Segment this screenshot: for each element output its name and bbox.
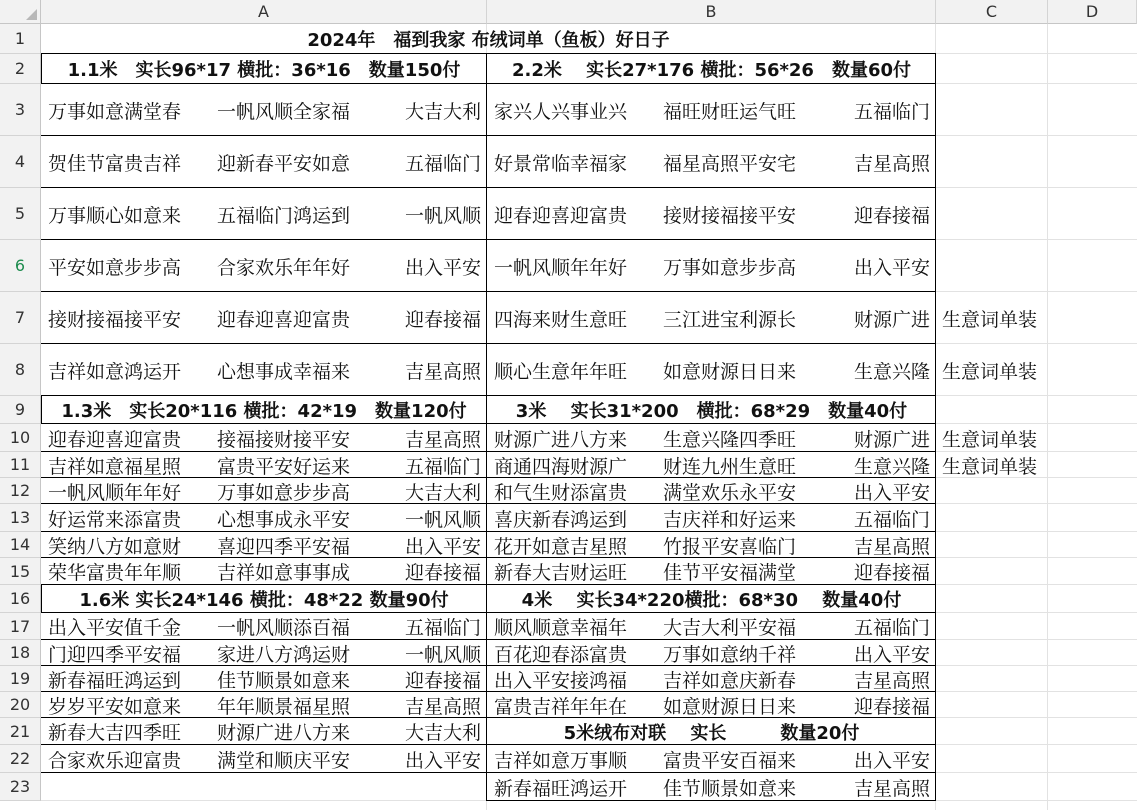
row-header-4[interactable]: 4 — [0, 136, 41, 188]
couplet-banner: 迎春接福 — [404, 562, 481, 584]
b_rows-cell-r23[interactable] — [487, 773, 936, 801]
a_rows-cell-r14[interactable] — [41, 532, 487, 558]
couplet-banner: 出入平安 — [853, 256, 930, 279]
b_rows-cell-r22[interactable] — [487, 745, 936, 773]
couplet-line-2: 家进八方鸿运财 — [217, 643, 351, 666]
couplet-banner: 吉星高照 — [404, 360, 481, 383]
row-header-11[interactable]: 11 — [0, 452, 41, 478]
couplet-line-1: 好运常来添富贵 — [48, 508, 182, 531]
a_rows-cell-r13[interactable] — [41, 504, 487, 532]
couplet-line-2: 万事如意步步高 — [217, 481, 351, 504]
couplet-line-2: 接福接财接平安 — [217, 428, 351, 451]
couplet-line-1: 财源广进八方来 — [494, 428, 628, 451]
couplet-line-2: 喜迎四季平安福 — [217, 535, 351, 558]
couplet-line-2: 一帆风顺全家福 — [217, 100, 351, 123]
row-header-2[interactable]: 2 — [0, 54, 41, 84]
couplet-banner: 生意兴隆 — [853, 360, 930, 383]
section-header-s22[interactable] — [487, 54, 936, 84]
section-header-s5[interactable] — [487, 718, 936, 745]
row-header-22[interactable]: 22 — [0, 745, 41, 773]
couplet-line-2: 富贵平安好运来 — [217, 455, 351, 478]
section-header-s13[interactable] — [41, 396, 487, 424]
column-header-c[interactable]: C — [936, 0, 1048, 24]
couplet-banner: 五福临门 — [404, 617, 481, 639]
couplet-banner: 财源广进 — [853, 428, 930, 451]
couplet-banner: 吉星高照 — [853, 535, 930, 558]
couplet-line-1: 家兴人兴事业兴 — [494, 100, 628, 123]
a_rows-cell-r11[interactable] — [41, 452, 487, 478]
couplet-line-2: 一帆风顺添百福 — [217, 617, 351, 639]
couplet-line-2: 满堂和顺庆平安 — [217, 749, 351, 772]
couplet-banner: 五福临门 — [853, 617, 930, 639]
couplet-line-1: 商通四海财源广 — [494, 455, 628, 478]
b_rows-cell-r12[interactable] — [487, 478, 936, 504]
sheet-title: 2024年 福到我家 布绒词单（鱼板）好日子 — [307, 30, 670, 51]
couplet-banner: 吉星高照 — [853, 152, 930, 175]
couplet-line-2: 五福临门鸿运到 — [217, 204, 351, 227]
row-header-20[interactable]: 20 — [0, 692, 41, 718]
row-header-5[interactable]: 5 — [0, 188, 41, 240]
couplet-line-2: 合家欢乐年年好 — [217, 256, 351, 279]
note-text: 生意词单装 — [942, 428, 1038, 451]
couplet-line-1: 喜庆新春鸿运到 — [494, 508, 628, 531]
couplet-line-2: 年年顺景福星照 — [217, 695, 351, 718]
couplet-line-2: 满堂欢乐永平安 — [663, 481, 797, 504]
b_rows-cell-r17[interactable] — [487, 613, 936, 640]
couplet-line-1: 万事如意满堂春 — [48, 100, 182, 123]
couplet-line-1: 和气生财添富贵 — [494, 481, 628, 504]
couplet-line-1: 一帆风顺年年好 — [494, 256, 628, 279]
b_rows-cell-r4[interactable] — [487, 136, 936, 188]
b_rows-cell-r19[interactable] — [487, 666, 936, 692]
couplet-line-1: 出入平安接鸿福 — [494, 669, 628, 692]
couplet-line-1: 平安如意步步高 — [48, 256, 182, 279]
a_rows-cell-r21[interactable] — [41, 718, 487, 745]
couplet-line-2: 福星高照平安宅 — [663, 152, 797, 175]
couplet-line-1: 顺心生意年年旺 — [494, 360, 628, 383]
couplet-banner: 迎春接福 — [853, 204, 930, 227]
row-header-12[interactable]: 12 — [0, 478, 41, 504]
couplet-line-1: 荣华富贵年年顺 — [48, 562, 182, 584]
b_rows-cell-r3[interactable] — [487, 84, 936, 136]
couplet-banner: 大吉大利 — [404, 722, 481, 744]
column-header-d[interactable]: D — [1048, 0, 1137, 24]
couplet-line-2: 如意财源日日来 — [663, 695, 797, 718]
couplet-banner: 迎春接福 — [404, 669, 481, 692]
couplet-banner: 五福临门 — [853, 508, 930, 531]
couplet-line-1: 合家欢乐迎富贵 — [48, 749, 182, 772]
b_rows-cell-r10[interactable] — [487, 424, 936, 452]
a_rows-cell-r10[interactable] — [41, 424, 487, 452]
section-header-text: 5米绒布对联 实长 数量20付 — [563, 722, 860, 744]
couplet-line-2: 三江进宝利源长 — [663, 308, 797, 331]
couplet-line-1: 好景常临幸福家 — [494, 152, 628, 175]
note-cell-r11[interactable] — [936, 452, 1048, 478]
couplet-line-1: 花开如意吉星照 — [494, 535, 628, 558]
couplet-line-1: 出入平安值千金 — [48, 617, 182, 639]
couplet-banner: 大吉大利 — [404, 100, 481, 123]
couplet-banner: 五福临门 — [404, 455, 481, 478]
couplet-banner: 吉星高照 — [404, 428, 481, 451]
a_rows-cell-r18[interactable] — [41, 640, 487, 666]
section-header-text: 4米 实长34*220横批：68*30 数量40付 — [521, 590, 902, 611]
section-header-s11[interactable] — [41, 54, 487, 84]
a_rows-cell-r6[interactable] — [41, 240, 487, 292]
section-header-s16[interactable] — [41, 585, 487, 613]
note-cell-r8[interactable] — [936, 344, 1048, 396]
couplet-line-1: 四海来财生意旺 — [494, 308, 628, 331]
couplet-line-1: 吉祥如意福星照 — [48, 455, 182, 478]
couplet-line-1: 顺风顺意幸福年 — [494, 617, 628, 639]
couplet-line-1: 百花迎春添富贵 — [494, 643, 628, 666]
couplet-banner: 出入平安 — [853, 749, 930, 772]
section-header-text: 1.1米 实长96*17 横批：36*16 数量150付 — [67, 60, 461, 81]
couplet-banner: 吉星高照 — [404, 695, 481, 718]
couplet-line-2: 接财接福接平安 — [663, 204, 797, 227]
row-header-7[interactable]: 7 — [0, 292, 41, 344]
couplet-line-2: 迎新春平安如意 — [217, 152, 351, 175]
couplet-banner: 一帆风顺 — [404, 508, 481, 531]
couplet-banner: 一帆风顺 — [404, 204, 481, 227]
a_rows-cell-r22[interactable] — [41, 745, 487, 773]
row-header-23[interactable]: 23 — [0, 773, 41, 801]
row-header-14[interactable]: 14 — [0, 532, 41, 558]
a_rows-cell-r17[interactable] — [41, 613, 487, 640]
select-all-corner[interactable] — [0, 0, 41, 24]
couplet-line-2: 竹报平安喜临门 — [663, 535, 797, 558]
couplet-banner: 一帆风顺 — [404, 643, 481, 666]
couplet-line-1: 新春大吉四季旺 — [48, 722, 182, 744]
couplet-line-2: 佳节顺景如意来 — [217, 669, 351, 692]
b_rows-cell-r6[interactable] — [487, 240, 936, 292]
note-cell-r7[interactable] — [936, 292, 1048, 344]
couplet-line-2: 万事如意纳千祥 — [663, 643, 797, 666]
couplet-line-2: 福旺财旺运气旺 — [663, 100, 797, 123]
row-header-1[interactable]: 1 — [0, 24, 41, 54]
b_rows-cell-r14[interactable] — [487, 532, 936, 558]
a_rows-cell-r12[interactable] — [41, 478, 487, 504]
couplet-line-1: 吉祥如意鸿运开 — [48, 360, 182, 383]
couplet-banner: 出入平安 — [853, 481, 930, 504]
note-text: 生意词单装 — [942, 308, 1038, 331]
couplet-line-2: 吉祥如意事事成 — [217, 562, 351, 584]
couplet-line-2: 如意财源日日来 — [663, 360, 797, 383]
couplet-line-2: 生意兴隆四季旺 — [663, 428, 797, 451]
couplet-banner: 五福临门 — [853, 100, 930, 123]
couplet-line-2: 大吉大利平安福 — [663, 617, 797, 639]
couplet-line-2: 富贵平安百福来 — [663, 749, 797, 772]
section-header-text: 1.3米 实长20*116 横批：42*19 数量120付 — [61, 401, 467, 422]
a_rows-cell-r15[interactable] — [41, 558, 487, 585]
b_rows-cell-r20[interactable] — [487, 692, 936, 718]
row-header-17[interactable]: 17 — [0, 613, 41, 640]
section-header-text: 2.2米 实长27*176 横批：56*26 数量60付 — [511, 60, 911, 81]
b_rows-cell-r5[interactable] — [487, 188, 936, 240]
note-cell-r10[interactable] — [936, 424, 1048, 452]
couplet-line-1: 富贵吉祥年年在 — [494, 695, 628, 718]
couplet-line-1: 贺佳节富贵吉祥 — [48, 152, 182, 175]
row-header-19[interactable]: 19 — [0, 666, 41, 692]
row-header-8[interactable]: 8 — [0, 344, 41, 396]
couplet-line-2: 心想事成永平安 — [217, 508, 351, 531]
couplet-line-1: 迎春迎喜迎富贵 — [494, 204, 628, 227]
column-header-b[interactable]: B — [487, 0, 936, 24]
couplet-banner: 迎春接福 — [853, 695, 930, 718]
couplet-line-2: 佳节平安福满堂 — [663, 562, 797, 584]
a_rows-cell-r8[interactable] — [41, 344, 487, 396]
couplet-banner: 迎春接福 — [404, 308, 481, 331]
row-header-3[interactable]: 3 — [0, 84, 41, 136]
section-header-text: 3米 实长31*200 横批：68*29 数量40付 — [515, 401, 908, 422]
couplet-banner: 出入平安 — [404, 535, 481, 558]
a_rows-cell-r3[interactable] — [41, 84, 487, 136]
row-header-13[interactable]: 13 — [0, 504, 41, 532]
couplet-line-2: 迎春迎喜迎富贵 — [217, 308, 351, 331]
couplet-banner: 生意兴隆 — [853, 455, 930, 478]
couplet-banner: 大吉大利 — [404, 481, 481, 504]
couplet-line-1: 新春福旺鸿运到 — [48, 669, 182, 692]
b_rows-cell-r8[interactable] — [487, 344, 936, 396]
couplet-banner: 五福临门 — [404, 152, 481, 175]
a_rows-cell-r4[interactable] — [41, 136, 487, 188]
row-header-9[interactable]: 9 — [0, 396, 41, 424]
a_rows-cell-r5[interactable] — [41, 188, 487, 240]
couplet-line-2: 吉祥如意庆新春 — [663, 669, 797, 692]
couplet-line-2: 财源广进八方来 — [217, 722, 351, 744]
a_rows-cell-r7[interactable] — [41, 292, 487, 344]
couplet-line-1: 一帆风顺年年好 — [48, 481, 182, 504]
couplet-line-1: 新春大吉财运旺 — [494, 562, 628, 584]
row-header-15[interactable]: 15 — [0, 558, 41, 585]
a_rows-cell-r20[interactable] — [41, 692, 487, 718]
a_rows-cell-r19[interactable] — [41, 666, 487, 692]
note-text: 生意词单装 — [942, 360, 1038, 383]
row-header-6[interactable]: 6 — [0, 240, 41, 292]
row-header-18[interactable]: 18 — [0, 640, 41, 666]
row-header-16[interactable]: 16 — [0, 585, 41, 613]
note-text: 生意词单装 — [942, 455, 1038, 478]
section-header-text: 1.6米 实长24*146 横批：48*22 数量90付 — [79, 590, 449, 611]
couplet-line-2: 吉庆祥和好运来 — [663, 508, 797, 531]
b_rows-cell-r15[interactable] — [487, 558, 936, 585]
couplet-banner: 出入平安 — [404, 749, 481, 772]
couplet-banner: 吉星高照 — [853, 669, 930, 692]
couplet-line-1: 新春福旺鸿运开 — [494, 777, 628, 800]
couplet-line-1: 万事顺心如意来 — [48, 204, 182, 227]
b_rows-cell-r7[interactable] — [487, 292, 936, 344]
couplet-line-2: 佳节顺景如意来 — [663, 777, 797, 800]
couplet-line-1: 笑纳八方如意财 — [48, 535, 182, 558]
b_rows-cell-r11[interactable] — [487, 452, 936, 478]
section-header-s4[interactable] — [487, 585, 936, 613]
column-header-a[interactable]: A — [41, 0, 487, 24]
couplet-line-2: 心想事成幸福来 — [217, 360, 351, 383]
row-header-21[interactable]: 21 — [0, 718, 41, 745]
section-header-s3[interactable] — [487, 396, 936, 424]
couplet-line-1: 接财接福接平安 — [48, 308, 182, 331]
b_rows-cell-r18[interactable] — [487, 640, 936, 666]
couplet-line-2: 财连九州生意旺 — [663, 455, 797, 478]
couplet-line-1: 门迎四季平安福 — [48, 643, 182, 666]
couplet-banner: 财源广进 — [853, 308, 930, 331]
sheet-title-cell[interactable] — [41, 24, 936, 54]
couplet-banner: 出入平安 — [853, 643, 930, 666]
couplet-banner: 迎春接福 — [853, 562, 930, 584]
couplet-line-1: 迎春迎喜迎富贵 — [48, 428, 182, 451]
couplet-line-1: 吉祥如意万事顺 — [494, 749, 628, 772]
couplet-banner: 出入平安 — [404, 256, 481, 279]
b_rows-cell-r13[interactable] — [487, 504, 936, 532]
couplet-line-2: 万事如意步步高 — [663, 256, 797, 279]
couplet-banner: 吉星高照 — [853, 777, 930, 800]
row-header-10[interactable]: 10 — [0, 424, 41, 452]
couplet-line-1: 岁岁平安如意来 — [48, 695, 182, 718]
